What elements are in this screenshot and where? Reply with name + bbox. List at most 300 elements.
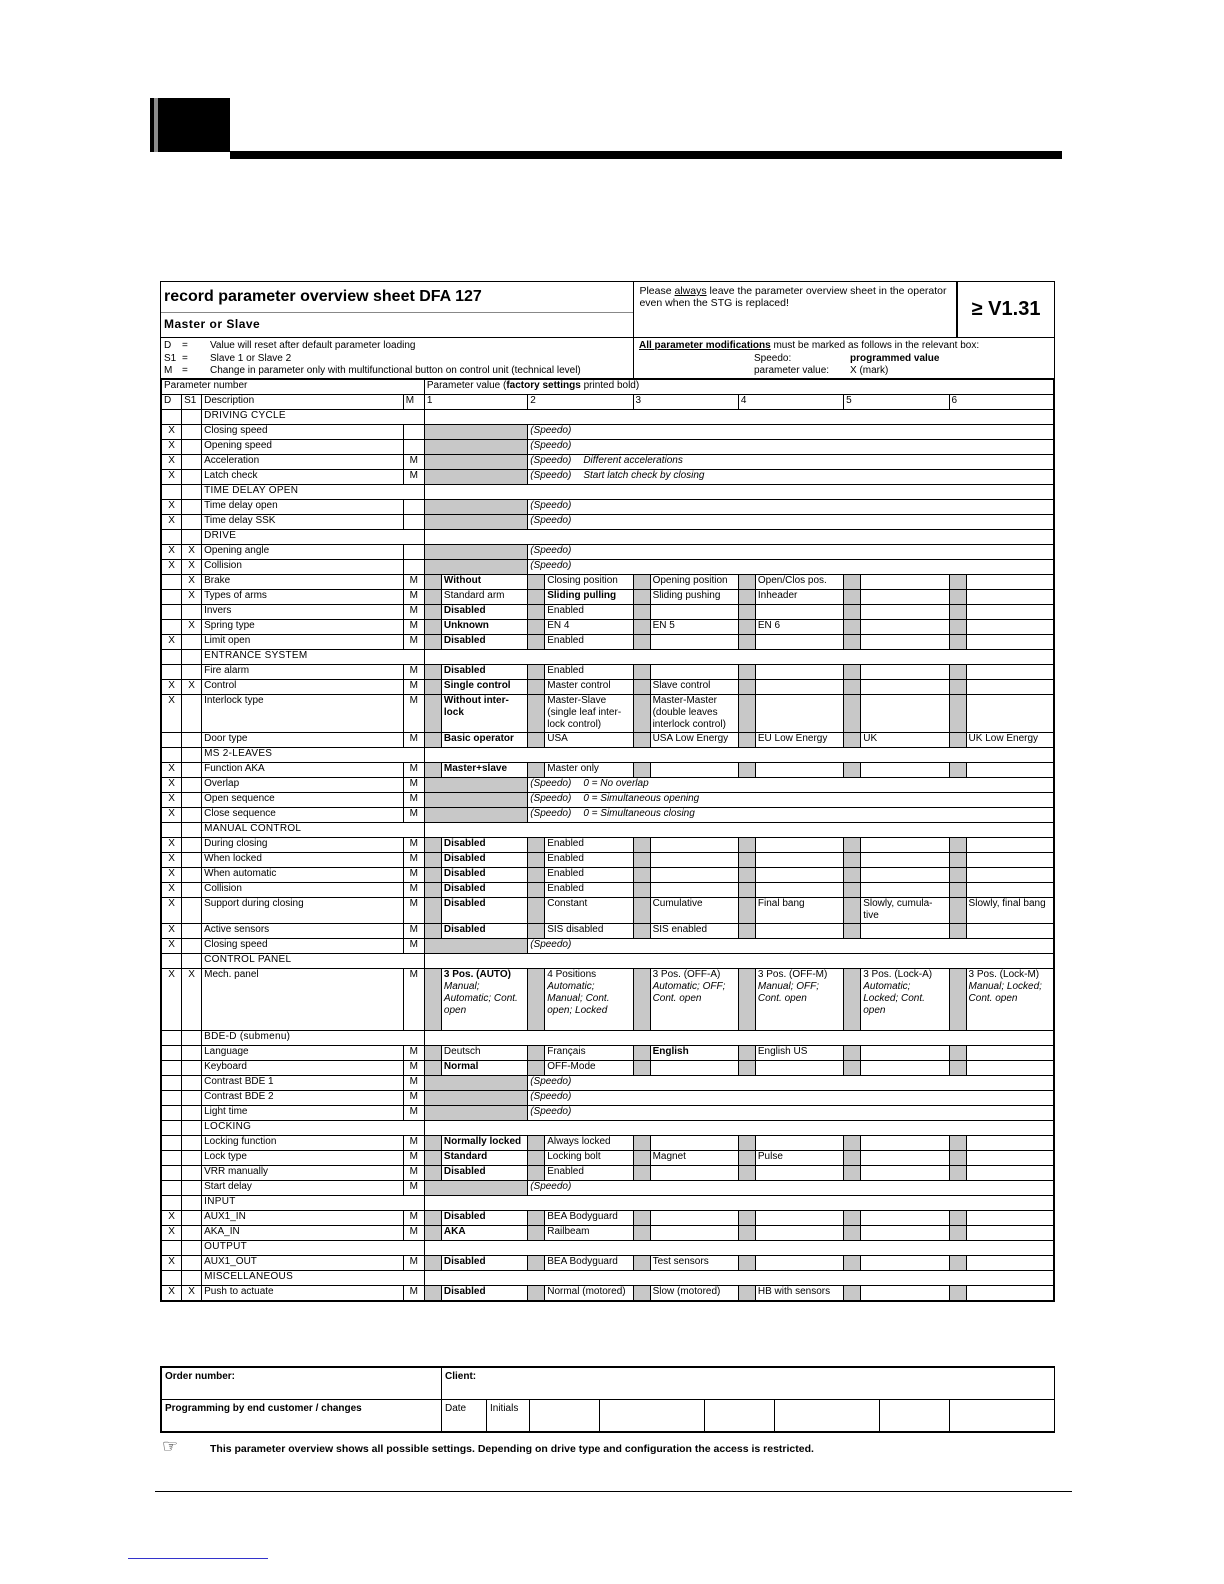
option-value: Disabled <box>441 635 527 650</box>
section-blank <box>182 530 202 545</box>
section-label: LOCKING <box>202 1121 425 1136</box>
option-value <box>966 1226 1053 1241</box>
mark-box[interactable] <box>633 680 650 695</box>
mark-box[interactable] <box>424 969 441 1031</box>
mark-box[interactable] <box>633 838 650 853</box>
speedo-note: (Speedo) 0 = Simultaneous closing <box>528 808 1054 823</box>
speedo-note: (Speedo) Start latch check by closing <box>528 470 1054 485</box>
option-value: Disabled <box>441 883 527 898</box>
section-fill <box>424 1031 1053 1046</box>
mark-box[interactable] <box>633 590 650 605</box>
mark-box[interactable] <box>424 575 441 590</box>
mark-box[interactable] <box>424 1061 441 1076</box>
m-flag: M <box>403 1211 424 1226</box>
option-value: Normal <box>441 1061 527 1076</box>
param-description: Closing speed <box>202 939 404 954</box>
mark-box[interactable] <box>528 1046 545 1061</box>
mark-box[interactable] <box>738 590 755 605</box>
speedo-entry-cell[interactable] <box>424 793 527 808</box>
mark-box[interactable] <box>738 695 755 733</box>
option-value <box>861 1061 949 1076</box>
mark-box[interactable] <box>633 868 650 883</box>
mark-box[interactable] <box>949 1136 966 1151</box>
option-value <box>650 1211 738 1226</box>
mark-box[interactable] <box>949 1211 966 1226</box>
option-value: 3 Pos. (OFF-A) Automatic; OFF; Cont. open <box>650 969 738 1031</box>
table-row <box>162 1136 1054 1151</box>
mark-box[interactable] <box>738 1211 755 1226</box>
mark-box[interactable] <box>949 1046 966 1061</box>
section-fill <box>424 1196 1053 1211</box>
mark-box[interactable] <box>633 1136 650 1151</box>
mark-box[interactable] <box>528 680 545 695</box>
mark-box[interactable] <box>528 575 545 590</box>
speedo-note: (Speedo) Different accelerations <box>528 455 1054 470</box>
mark-box[interactable] <box>949 1226 966 1241</box>
mark-box[interactable] <box>738 763 755 778</box>
col-description: Description <box>202 395 404 410</box>
mark-box[interactable] <box>528 924 545 939</box>
mark-box[interactable] <box>844 1211 861 1226</box>
d-flag: X <box>162 1256 182 1271</box>
mark-box[interactable] <box>949 665 966 680</box>
s1-flag <box>182 1076 202 1091</box>
mark-box[interactable] <box>528 1136 545 1151</box>
mark-box[interactable] <box>949 969 966 1031</box>
mark-box[interactable] <box>949 1256 966 1271</box>
mark-box[interactable] <box>844 1286 861 1301</box>
section-blank <box>162 1196 182 1211</box>
mark-box[interactable] <box>738 924 755 939</box>
param-description: Acceleration <box>202 455 404 470</box>
mark-box[interactable] <box>949 838 966 853</box>
entry-cell[interactable] <box>530 1400 600 1432</box>
section-blank <box>162 954 182 969</box>
option-value <box>966 883 1053 898</box>
mark-box[interactable] <box>738 1046 755 1061</box>
option-value <box>755 635 843 650</box>
mark-box[interactable] <box>844 620 861 635</box>
mark-box[interactable] <box>738 1286 755 1301</box>
option-value <box>755 763 843 778</box>
mark-box[interactable] <box>844 590 861 605</box>
table-row <box>162 883 1054 898</box>
option-value: Disabled <box>441 868 527 883</box>
mark-box[interactable] <box>844 1151 861 1166</box>
mark-box[interactable] <box>633 1286 650 1301</box>
mark-box[interactable] <box>424 1046 441 1061</box>
option-value: Enabled <box>545 635 633 650</box>
client-label: Client: <box>442 1368 1055 1400</box>
speedo-entry-cell[interactable] <box>424 455 527 470</box>
mark-box[interactable] <box>949 763 966 778</box>
m-flag: M <box>403 924 424 939</box>
option-value: Without inter-lock <box>441 695 527 733</box>
mark-box[interactable] <box>738 969 755 1031</box>
mark-box[interactable] <box>528 590 545 605</box>
mark-box[interactable] <box>949 853 966 868</box>
m-flag <box>403 515 424 530</box>
mark-box[interactable] <box>949 620 966 635</box>
mark-box[interactable] <box>738 1256 755 1271</box>
s1-flag <box>182 1181 202 1196</box>
mark-box[interactable] <box>633 575 650 590</box>
s1-flag <box>182 605 202 620</box>
param-description: Close sequence <box>202 808 404 823</box>
mark-box[interactable] <box>949 898 966 924</box>
mark-box[interactable] <box>528 883 545 898</box>
m-flag: M <box>403 1106 424 1121</box>
mark-box[interactable] <box>949 575 966 590</box>
option-value: Constant <box>545 898 633 924</box>
mark-box[interactable] <box>528 620 545 635</box>
mark-box[interactable] <box>844 1046 861 1061</box>
mark-box[interactable] <box>844 924 861 939</box>
param-description: AUX1_OUT <box>202 1256 404 1271</box>
option-value: 3 Pos. (Lock-A) Automatic; Locked; Cont. open <box>861 969 949 1031</box>
table-row <box>162 1106 1054 1121</box>
mark-box[interactable] <box>424 680 441 695</box>
mark-box[interactable] <box>528 1061 545 1076</box>
option-value <box>861 1151 949 1166</box>
entry-cell[interactable] <box>880 1400 950 1432</box>
option-value <box>966 1286 1053 1301</box>
mark-box[interactable] <box>949 1286 966 1301</box>
option-value: English <box>650 1046 738 1061</box>
mark-box[interactable] <box>424 665 441 680</box>
option-value <box>861 838 949 853</box>
mark-box[interactable] <box>844 1136 861 1151</box>
mark-box[interactable] <box>633 695 650 733</box>
section-blank <box>162 1271 182 1286</box>
option-value <box>966 924 1053 939</box>
param-description: Time delay open <box>202 500 404 515</box>
mark-box[interactable] <box>633 1061 650 1076</box>
option-value: Enabled <box>545 883 633 898</box>
param-description: Invers <box>202 605 404 620</box>
mark-box[interactable] <box>738 680 755 695</box>
mark-box[interactable] <box>949 1151 966 1166</box>
mark-box[interactable] <box>844 575 861 590</box>
option-value: Disabled <box>441 1286 527 1301</box>
mark-box[interactable] <box>844 680 861 695</box>
mark-box[interactable] <box>738 898 755 924</box>
table-row <box>162 1256 1054 1271</box>
d-flag <box>162 1106 182 1121</box>
speedo-entry-cell[interactable] <box>424 1181 527 1196</box>
m-flag: M <box>403 605 424 620</box>
mark-box[interactable] <box>738 1151 755 1166</box>
mark-box[interactable] <box>949 883 966 898</box>
mark-box[interactable] <box>738 575 755 590</box>
speedo-note: (Speedo) 0 = No overlap <box>528 778 1054 793</box>
option-value: Enabled <box>545 853 633 868</box>
option-value <box>755 680 843 695</box>
mark-box[interactable] <box>949 924 966 939</box>
mark-box[interactable] <box>633 763 650 778</box>
mark-box[interactable] <box>424 1286 441 1301</box>
mark-box[interactable] <box>528 868 545 883</box>
mark-box[interactable] <box>844 605 861 620</box>
mark-box[interactable] <box>738 838 755 853</box>
page-bottom-rule <box>155 1491 1072 1492</box>
speedo-entry-cell[interactable] <box>424 515 527 530</box>
entry-cell[interactable] <box>600 1400 705 1432</box>
mark-box[interactable] <box>738 853 755 868</box>
pointing-hand-icon: ☞ <box>162 1436 179 1456</box>
mark-box[interactable] <box>844 898 861 924</box>
m-flag: M <box>403 455 424 470</box>
mark-box[interactable] <box>949 695 966 733</box>
mark-box[interactable] <box>844 853 861 868</box>
option-value: Railbeam <box>545 1226 633 1241</box>
table-row <box>162 410 1054 425</box>
mark-box[interactable] <box>528 605 545 620</box>
mark-box[interactable] <box>424 605 441 620</box>
mark-box[interactable] <box>738 1061 755 1076</box>
mark-box[interactable] <box>633 635 650 650</box>
mark-box[interactable] <box>528 838 545 853</box>
mark-box[interactable] <box>844 838 861 853</box>
mark-box[interactable] <box>738 733 755 748</box>
speedo-entry-cell[interactable] <box>424 560 527 575</box>
mark-box[interactable] <box>633 620 650 635</box>
speedo-entry-cell[interactable] <box>424 1076 527 1091</box>
option-value <box>861 605 949 620</box>
mark-box[interactable] <box>424 883 441 898</box>
mark-box[interactable] <box>424 1211 441 1226</box>
option-value: BEA Bodyguard <box>545 1211 633 1226</box>
mark-box[interactable] <box>949 635 966 650</box>
mark-box[interactable] <box>424 763 441 778</box>
d-flag: X <box>162 515 182 530</box>
option-value <box>966 1256 1053 1271</box>
section-blank <box>182 1196 202 1211</box>
mark-box[interactable] <box>949 590 966 605</box>
table-row <box>162 1121 1054 1136</box>
mark-box[interactable] <box>424 868 441 883</box>
mark-box[interactable] <box>424 1166 441 1181</box>
mark-box[interactable] <box>844 1061 861 1076</box>
entry-cell[interactable] <box>705 1400 775 1432</box>
mark-box[interactable] <box>424 924 441 939</box>
mark-box[interactable] <box>424 1256 441 1271</box>
m-flag: M <box>403 635 424 650</box>
mark-box[interactable] <box>528 969 545 1031</box>
mark-box[interactable] <box>424 1136 441 1151</box>
mark-box[interactable] <box>633 969 650 1031</box>
mark-box[interactable] <box>633 1166 650 1181</box>
mark-box[interactable] <box>738 665 755 680</box>
d-flag <box>162 1181 182 1196</box>
option-value: Standard arm <box>441 590 527 605</box>
section-blank <box>162 1241 182 1256</box>
option-value <box>755 838 843 853</box>
section-blank <box>182 1121 202 1136</box>
option-value: Test sensors <box>650 1256 738 1271</box>
s1-flag <box>182 924 202 939</box>
param-description: During closing <box>202 838 404 853</box>
mark-box[interactable] <box>949 605 966 620</box>
table-row <box>162 635 1054 650</box>
mark-box[interactable] <box>528 733 545 748</box>
s1-flag <box>182 778 202 793</box>
table-row <box>162 650 1054 665</box>
mark-box[interactable] <box>633 883 650 898</box>
option-value: AKA <box>441 1226 527 1241</box>
param-description: Brake <box>202 575 404 590</box>
chapter-marker-block <box>150 98 230 152</box>
table-row <box>162 470 1054 485</box>
param-description: Door type <box>202 733 404 748</box>
d-flag: X <box>162 1211 182 1226</box>
mark-box[interactable] <box>633 1211 650 1226</box>
m-flag: M <box>403 1061 424 1076</box>
mark-box[interactable] <box>633 1151 650 1166</box>
option-value <box>861 680 949 695</box>
mark-box[interactable] <box>528 853 545 868</box>
mark-box[interactable] <box>424 853 441 868</box>
speedo-entry-cell[interactable] <box>424 778 527 793</box>
mark-box[interactable] <box>633 853 650 868</box>
speedo-entry-cell[interactable] <box>424 470 527 485</box>
mark-box[interactable] <box>528 1151 545 1166</box>
section-blank <box>182 410 202 425</box>
mark-box[interactable] <box>949 1166 966 1181</box>
mark-box[interactable] <box>844 883 861 898</box>
mark-box[interactable] <box>424 838 441 853</box>
mark-box[interactable] <box>633 665 650 680</box>
d-flag: X <box>162 455 182 470</box>
mark-box[interactable] <box>738 1166 755 1181</box>
mark-box[interactable] <box>528 635 545 650</box>
mark-box[interactable] <box>528 1211 545 1226</box>
mark-box[interactable] <box>424 635 441 650</box>
option-value: EU Low Energy <box>755 733 843 748</box>
mark-box[interactable] <box>738 635 755 650</box>
d-flag <box>162 1151 182 1166</box>
mark-box[interactable] <box>738 620 755 635</box>
param-description: Opening speed <box>202 440 404 455</box>
entry-cell[interactable] <box>950 1400 1055 1432</box>
mark-box[interactable] <box>528 695 545 733</box>
section-fill <box>424 485 1053 500</box>
mark-box[interactable] <box>949 868 966 883</box>
section-label: DRIVE <box>202 530 425 545</box>
mark-box[interactable] <box>424 733 441 748</box>
entry-cell[interactable] <box>775 1400 880 1432</box>
mark-box[interactable] <box>844 969 861 1031</box>
option-value: Master+slave <box>441 763 527 778</box>
mark-box[interactable] <box>738 868 755 883</box>
col-value-2: 2 <box>528 395 633 410</box>
param-description: Interlock type <box>202 695 404 733</box>
option-value: Slave control <box>650 680 738 695</box>
mark-box[interactable] <box>633 1256 650 1271</box>
mark-box[interactable] <box>844 1256 861 1271</box>
mark-box[interactable] <box>633 733 650 748</box>
speedo-entry-cell[interactable] <box>424 1106 527 1121</box>
mark-box[interactable] <box>424 898 441 924</box>
speedo-note: (Speedo) <box>528 1181 1054 1196</box>
option-value: Locking bolt <box>545 1151 633 1166</box>
speedo-entry-cell[interactable] <box>424 425 527 440</box>
mark-box[interactable] <box>844 1166 861 1181</box>
mark-box[interactable] <box>949 680 966 695</box>
option-value: Opening position <box>650 575 738 590</box>
mark-box[interactable] <box>424 1151 441 1166</box>
mark-box[interactable] <box>738 605 755 620</box>
mark-box[interactable] <box>424 590 441 605</box>
option-value: Enabled <box>545 1166 633 1181</box>
speedo-entry-cell[interactable] <box>424 808 527 823</box>
m-flag <box>403 545 424 560</box>
mark-box[interactable] <box>949 733 966 748</box>
mark-box[interactable] <box>738 1226 755 1241</box>
mark-box[interactable] <box>424 620 441 635</box>
mark-box[interactable] <box>633 1046 650 1061</box>
s1-flag <box>182 500 202 515</box>
speedo-entry-cell[interactable] <box>424 545 527 560</box>
mark-box[interactable] <box>633 924 650 939</box>
mark-box[interactable] <box>738 883 755 898</box>
s1-flag <box>182 1046 202 1061</box>
mark-box[interactable] <box>844 763 861 778</box>
speedo-entry-cell[interactable] <box>424 939 527 954</box>
option-value: Disabled <box>441 1166 527 1181</box>
mark-box[interactable] <box>528 1166 545 1181</box>
mark-box[interactable] <box>528 1226 545 1241</box>
mark-box[interactable] <box>949 1061 966 1076</box>
table-row <box>162 808 1054 823</box>
option-value: Master control <box>545 680 633 695</box>
speedo-entry-cell[interactable] <box>424 500 527 515</box>
mark-box[interactable] <box>424 695 441 733</box>
mark-box[interactable] <box>528 898 545 924</box>
mark-box[interactable] <box>844 1226 861 1241</box>
param-description: Start delay <box>202 1181 404 1196</box>
speedo-entry-cell[interactable] <box>424 1091 527 1106</box>
mark-box[interactable] <box>844 868 861 883</box>
date-label: Date <box>442 1400 487 1432</box>
col-value-6: 6 <box>949 395 1054 410</box>
mark-box[interactable] <box>844 733 861 748</box>
mark-box[interactable] <box>633 898 650 924</box>
section-blank <box>182 748 202 763</box>
mark-box[interactable] <box>844 635 861 650</box>
mark-box[interactable] <box>424 1226 441 1241</box>
mark-box[interactable] <box>738 1136 755 1151</box>
mark-box[interactable] <box>844 665 861 680</box>
param-description: Lock type <box>202 1151 404 1166</box>
speedo-entry-cell[interactable] <box>424 440 527 455</box>
version-box: ≥ V1.31 <box>956 282 1054 337</box>
mark-box[interactable] <box>528 1286 545 1301</box>
option-value <box>861 1211 949 1226</box>
mark-box[interactable] <box>844 695 861 733</box>
mark-box[interactable] <box>528 1256 545 1271</box>
option-value <box>650 868 738 883</box>
mark-box[interactable] <box>633 1226 650 1241</box>
s1-flag <box>182 1061 202 1076</box>
mark-box[interactable] <box>633 605 650 620</box>
table-row <box>162 545 1054 560</box>
speedo-note: (Speedo) <box>528 440 1054 455</box>
mark-box[interactable] <box>528 763 545 778</box>
option-value <box>966 695 1053 733</box>
option-value <box>861 1226 949 1241</box>
mark-box[interactable] <box>528 665 545 680</box>
